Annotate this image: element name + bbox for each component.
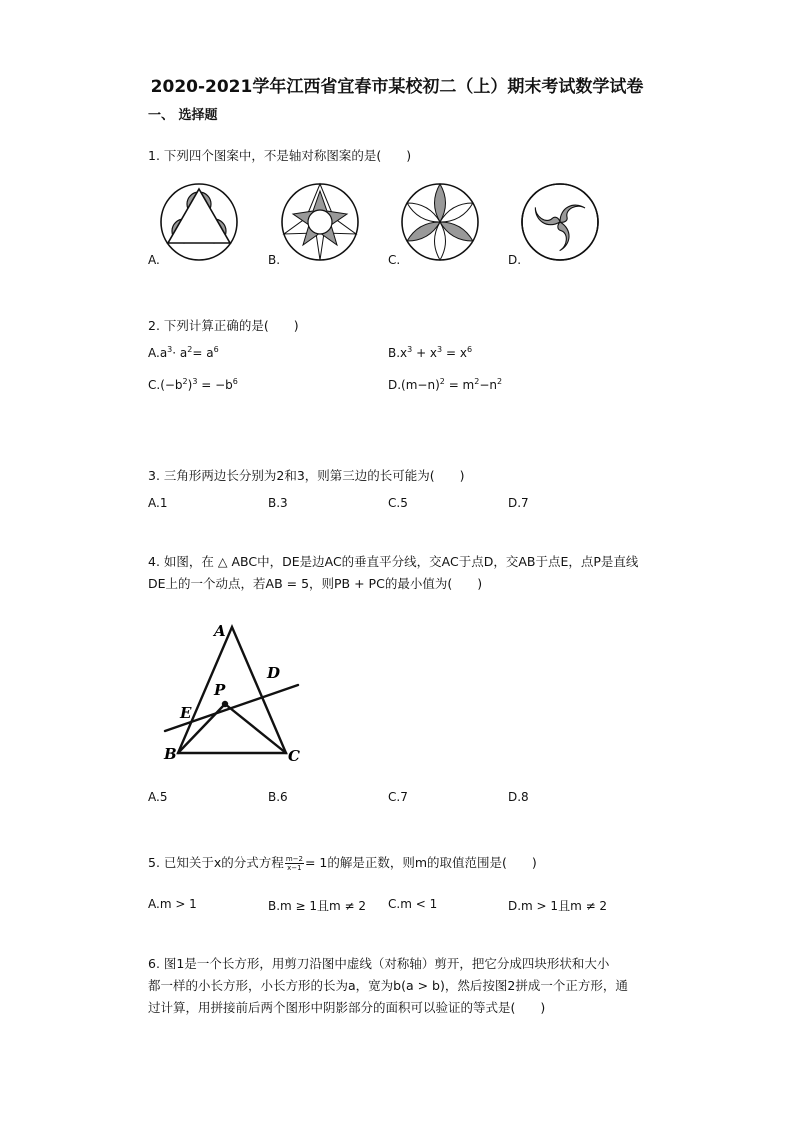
q1-option-d: D. xyxy=(508,253,522,267)
q5-option-a: A.m > 1 xyxy=(148,897,197,911)
q4-option-c: C.7 xyxy=(388,790,408,804)
label-a: A xyxy=(214,622,226,640)
question-6-line-2: 都一样的小长方形，小长方形的长为a，宽为b(a > b)，然后按图2拼成一个正方形，通 xyxy=(148,978,628,993)
q3-option-d: D.7 xyxy=(508,496,529,510)
question-6-line-1: 6. 图1是一个长方形，用剪刀沿图中虚线（对称轴）剪开，把它分成四块形状和大小 xyxy=(148,956,610,971)
q1-option-b: B. xyxy=(268,253,281,267)
q4-triangle-figure xyxy=(150,615,320,770)
q1-figure-c xyxy=(399,181,481,263)
q4-option-a: A.5 xyxy=(148,790,168,804)
q3-option-a: A.1 xyxy=(148,496,168,510)
q4-option-d: D.8 xyxy=(508,790,529,804)
question-1-stem: 1. 下列四个图案中，不是轴对称图案的是( ) xyxy=(148,148,412,163)
q1-figure-b xyxy=(279,181,361,263)
q1-figure-a xyxy=(158,181,240,263)
q3-option-b: B.3 xyxy=(268,496,288,510)
question-3-stem: 3. 三角形两边长分别为2和3，则第三边的长可能为( ) xyxy=(148,468,465,483)
q3-option-c: C.5 xyxy=(388,496,408,510)
q4-option-b: B.6 xyxy=(268,790,288,804)
q1-option-c: C. xyxy=(388,253,401,267)
label-e: E xyxy=(180,704,192,722)
q2-option-d: $D.(m-n)^2 = m^2-n^2$ xyxy=(388,377,503,392)
label-b: B xyxy=(164,745,177,763)
label-c: C xyxy=(288,747,300,765)
q2-option-a: $A.a^3\cdot a^2= a^6$ xyxy=(148,345,219,360)
question-6-line-3: 过计算，用拼接前后两个图形中阴影部分的面积可以验证的等式是( ) xyxy=(148,1000,546,1015)
label-p: P xyxy=(214,681,226,699)
section-heading: 一、 选择题 xyxy=(148,108,218,123)
page-title: 2020-2021学年江西省宜春市某校初二（上）期末考试数学试卷 xyxy=(150,77,644,97)
q5-option-d: D.m > 1且m ≠ 2 xyxy=(508,899,608,913)
question-2-stem: 2. 下列计算正确的是( ) xyxy=(148,318,299,333)
q5-fraction: $\frac{m-2}{x-1}$ xyxy=(285,855,303,872)
label-d: D xyxy=(267,664,281,682)
q1-figure-d xyxy=(519,181,601,263)
question-4-line-1: 4. 如图，在 △ ABC中，DE是边AC的垂直平分线，交AC于点D，交AB于点E，点P是直线 xyxy=(148,554,639,569)
q5-option-c: C.m < 1 xyxy=(388,897,438,911)
q5-option-b: B.m ≥ 1且m ≠ 2 xyxy=(268,899,367,913)
q1-option-a: A. xyxy=(148,253,160,267)
q2-option-b: $B.x^3 + x^3 = x^6$ xyxy=(388,345,473,360)
question-5-stem: 5. 已知关于x的分式方程 $\frac{m-2}{x-1}$ = 1的解是正数，则m的取值范围是( ) xyxy=(148,855,537,872)
question-4-line-2: DE上的一个动点，若AB = 5，则PB + PC的最小值为( ) xyxy=(148,576,483,591)
q2-option-c: $C.(-b^2)^3 = -b^6$ xyxy=(148,377,238,392)
